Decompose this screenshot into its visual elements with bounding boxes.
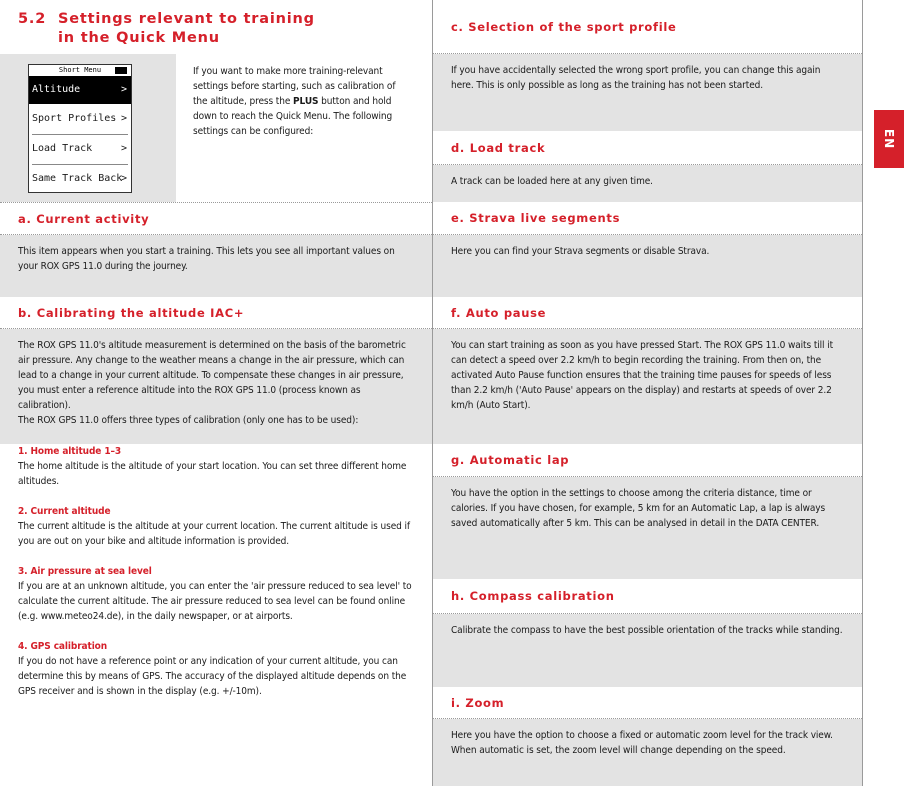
device-item-label: Load Track	[32, 143, 93, 154]
intro-text: If you want to make more training-relevant settings before starting, such as calibration of the altitude, press the PLUS button and hold down to reach the Quick Menu. The following settings can be configured:	[193, 66, 396, 137]
method-air-pressure: 3. Air pressure at sea level If you are at an unknown altitude, you can enter the 'air pressure reduced to sea level' to calculate the current altitude. The air pressure reduced to sea level can be found online (e.g. www.meteo24.de), in the daily newspaper, or at airports.	[18, 566, 412, 622]
calibration-methods	[0, 444, 432, 786]
chevron-right-icon: >	[120, 173, 127, 184]
device-item-sport-profiles[interactable]	[29, 105, 131, 133]
chevron-right-icon: >	[120, 143, 127, 154]
device-header: Short Menu	[58, 66, 102, 74]
body-load-track: A track can be loaded here at any given time.	[433, 165, 862, 202]
device-item-label: Altitude	[32, 84, 81, 95]
heading-load-track: d. Load track	[433, 131, 862, 165]
device-item-same-track-back[interactable]	[29, 165, 131, 193]
heading-zoom: i. Zoom	[433, 687, 862, 719]
plus-label: PLUS	[293, 96, 319, 107]
method-current-altitude: 2. Current altitude The current altitude is the altitude at your current location. The current altitude is used if you are out on your bike and altitude information is provided.	[18, 506, 410, 547]
body-zoom: Here you have the option to choose a fixed or automatic zoom level for the track view. When automatic is set, the zoom level will change depending on the speed.	[433, 719, 862, 786]
body-strava-segments: Here you can find your Strava segments or disable Strava.	[433, 235, 862, 297]
calibration-p1: The ROX GPS 11.0's altitude measurement is determined on the basis of the barometric air pressure. Any change to the weather means a change in the air pressure, which can lead to a change in your current altitude. To compensate these changes in air pressure, you must enter a reference altitude into the ROX GPS 11.0 (process known as calibration).	[18, 340, 406, 411]
device-screen	[28, 64, 132, 193]
heading-strava-segments: e. Strava live segments	[433, 202, 862, 235]
battery-icon	[115, 67, 127, 74]
method-home-altitude: 1. Home altitude 1–3 The home altitude is the altitude of your start location. You can set three different home altitudes.	[18, 446, 407, 487]
device-item-label: Same Track Back	[32, 173, 123, 184]
section-number: 5.2	[18, 11, 47, 27]
heading-sport-profile: c. Selection of the sport profile	[433, 0, 862, 54]
method-gps-calibration: 4. GPS calibration If you do not have a reference point or any indication of your current altitude, you can determine this by means of GPS. The accuracy of the displayed altitude depends on the GPS receiver and is shown in the display (e.g. +/-10m).	[18, 641, 407, 697]
heading-automatic-lap: g. Automatic lap	[433, 444, 862, 477]
body-compass-calibration: Calibrate the compass to have the best possible orientation of the tracks while standing.	[433, 614, 862, 687]
calibration-intro	[0, 329, 432, 447]
body-current-activity: This item appears when you start a training. This lets you see all important values on your ROX GPS 11.0 during the journey.	[0, 235, 432, 297]
device-item-label: Sport Profiles	[32, 113, 117, 124]
device-item-altitude[interactable]	[29, 76, 131, 104]
chevron-right-icon: >	[120, 84, 127, 95]
language-tab: EN	[874, 110, 904, 168]
section-title-line1: Settings relevant to training	[58, 11, 315, 27]
heading-current-activity: a. Current activity	[0, 202, 432, 235]
body-automatic-lap: You have the option in the settings to choose among the criteria distance, time or calories. If you have chosen, for example, 5 km for an Automatic Lap, a lap is always saved automatically after 5 km. This can be analysed in detail in the DATA CENTER.	[433, 477, 862, 579]
heading-calibrating-altitude: b. Calibrating the altitude IAC+	[0, 297, 432, 329]
body-sport-profile: If you have accidentally selected the wrong sport profile, you can change this again here. This is only possible as long as the training has not been started.	[433, 54, 862, 131]
chevron-right-icon: >	[120, 113, 127, 124]
heading-auto-pause: f. Auto pause	[433, 297, 862, 329]
device-item-load-track[interactable]	[29, 135, 131, 163]
body-auto-pause: You can start training as soon as you have pressed Start. The ROX GPS 11.0 waits till it can detect a speed over 2.2 km/h to begin recording the training. From then on, the activated Auto Pause function ensures that the training time pauses for speeds of less than 2.2 km/h ('Auto Pause' appears on the display) and restarts at speeds of over 2.2 km/h (Auto Start).	[433, 329, 862, 444]
section-title-line2: in the Quick Menu	[58, 30, 220, 46]
calibration-p2: The ROX GPS 11.0 offers three types of calibration (only one has to be used):	[18, 415, 359, 426]
heading-compass-calibration: h. Compass calibration	[433, 579, 862, 614]
title-block	[0, 0, 432, 54]
column-right-border	[862, 0, 863, 786]
